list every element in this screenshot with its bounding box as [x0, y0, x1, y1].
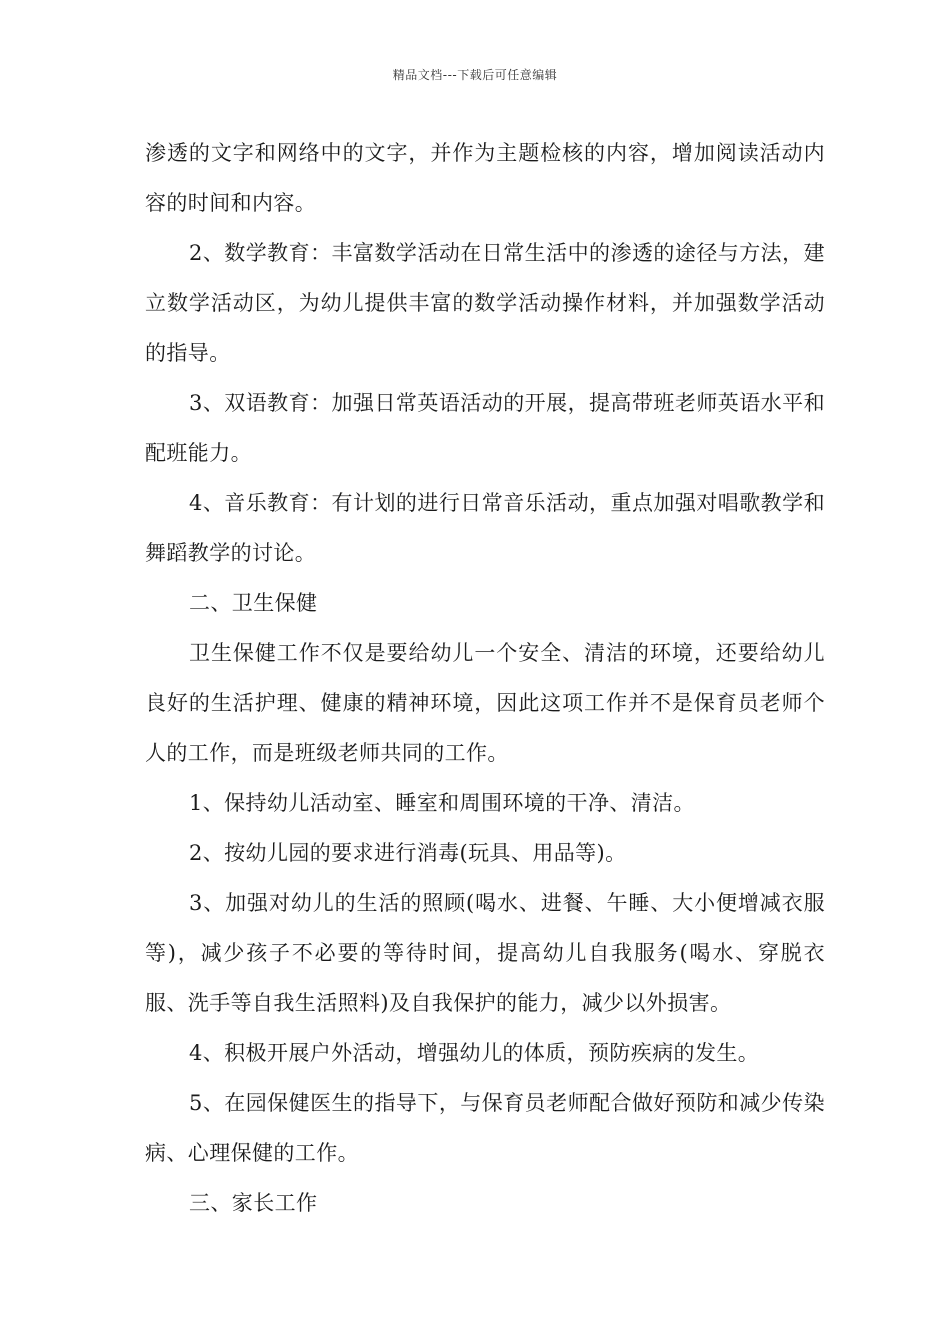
list-item-hygiene-3: 3、加强对幼儿的生活的照顾(喝水、进餐、午睡、大小便增减衣服等)，减少孩子不必要的等待时间，提高幼儿自我服务(喝水、穿脱衣服、洗手等自我生活照料)及自我保护的能力，减少以外损害。 — [145, 891, 825, 1015]
list-item-hygiene-1: 1、保持幼儿活动室、睡室和周围环境的干净、清洁。 — [189, 791, 695, 815]
paragraph-math-education: 2、数学教育：丰富数学活动在日常生活中的渗透的途径与方法，建立数学活动区，为幼儿提供丰富的数学活动操作材料，并加强数学活动的指导。 — [145, 241, 825, 365]
section-heading-hygiene: 二、卫生保健 — [189, 591, 318, 615]
paragraph-bilingual-education: 3、双语教育：加强日常英语活动的开展，提高带班老师英语水平和配班能力。 — [145, 391, 825, 465]
list-item-hygiene-2: 2、按幼儿园的要求进行消毒(玩具、用品等)。 — [189, 841, 627, 865]
document-body — [145, 128, 825, 1228]
page-header: 精品文档---下载后可任意编辑 — [392, 68, 558, 82]
section-heading-parents: 三、家长工作 — [189, 1191, 318, 1215]
paragraph-hygiene-intro: 卫生保健工作不仅是要给幼儿一个安全、清洁的环境，还要给幼儿良好的生活护理、健康的精神环境，因此这项工作并不是保育员老师个人的工作，而是班级老师共同的工作。 — [145, 641, 825, 765]
list-item-hygiene-4: 4、积极开展户外活动，增强幼儿的体质，预防疾病的发生。 — [189, 1041, 760, 1065]
paragraph-continuation: 渗透的文字和网络中的文字，并作为主题检核的内容，增加阅读活动内容的时间和内容。 — [145, 141, 825, 215]
paragraph-music-education: 4、音乐教育：有计划的进行日常音乐活动，重点加强对唱歌教学和舞蹈教学的讨论。 — [145, 491, 825, 565]
list-item-hygiene-5: 5、在园保健医生的指导下，与保育员老师配合做好预防和减少传染病、心理保健的工作。 — [145, 1091, 825, 1165]
